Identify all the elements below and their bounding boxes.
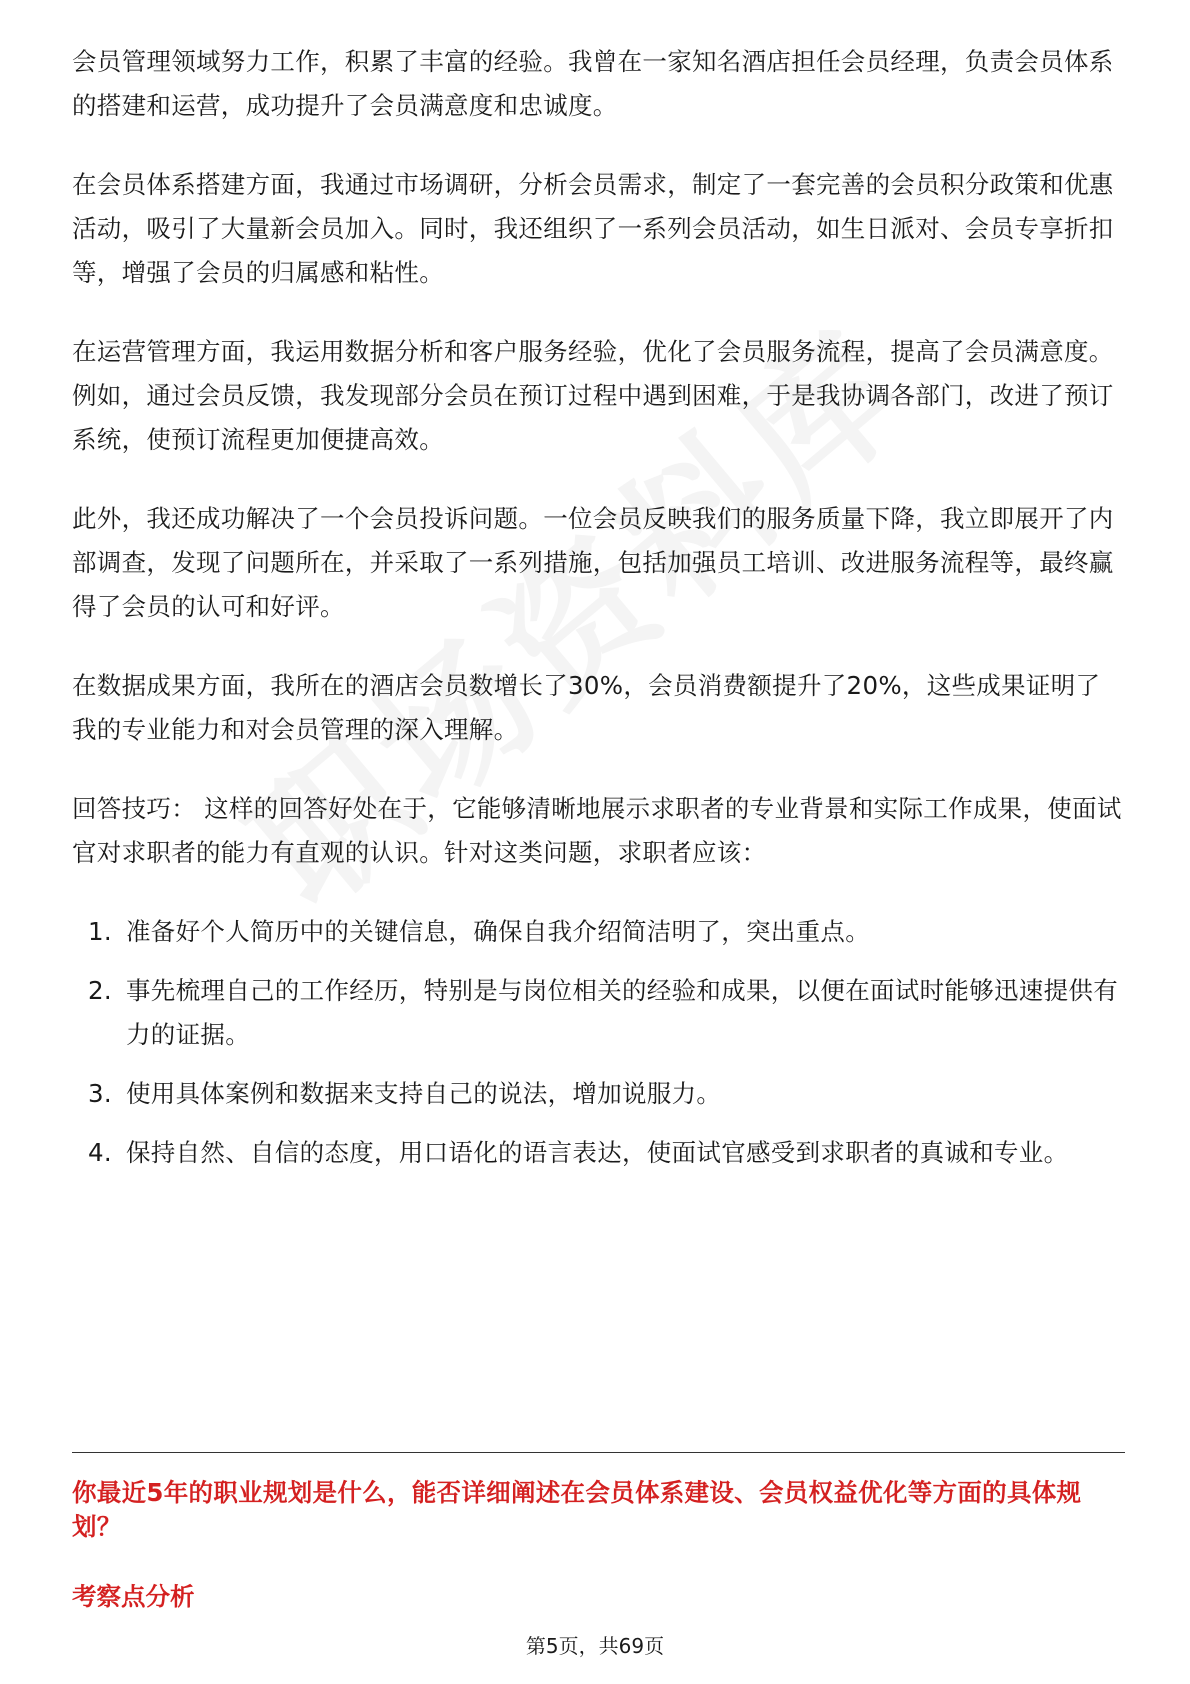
list-number: 2. — [88, 976, 112, 1005]
list-item — [72, 910, 1122, 954]
page-number: 第5页，共69页 — [525, 1634, 665, 1658]
list-text: 使用具体案例和数据来支持自己的说法，增加说服力。 — [126, 1079, 722, 1108]
analysis-heading: 考察点分析 — [72, 1582, 195, 1611]
list-item — [72, 969, 1122, 1057]
list-number: 3. — [88, 1079, 112, 1108]
section-divider — [72, 1452, 1125, 1453]
paragraph-complaint: 此外，我还成功解决了一个会员投诉问题。一位会员反映我们的服务质量下降，我立即展开了内部调查，发现了问题所在，并采取了一系列措施，包括加强员工培训、改进服务流程等，最终赢得了会员的认可和好评。 — [72, 504, 1114, 621]
list-text: 事先梳理自己的工作经历，特别是与岗位相关的经验和成果，以便在面试时能够迅速提供有力的证据。 — [126, 976, 1118, 1049]
list-number: 1. — [88, 917, 112, 946]
paragraph-intro: 会员管理领域努力工作，积累了丰富的经验。我曾在一家知名酒店担任会员经理，负责会员体系的搭建和运营，成功提升了会员满意度和忠诚度。 — [72, 47, 1114, 120]
list-text: 准备好个人简历中的关键信息，确保自我介绍简洁明了，突出重点。 — [126, 917, 870, 946]
list-number: 4. — [88, 1138, 112, 1167]
list-item — [72, 1072, 1122, 1116]
tips-list — [72, 910, 1122, 1175]
paragraph-answer-tips: 回答技巧： 这样的回答好处在于，它能够清晰地展示求职者的专业背景和实际工作成果，使面试官对求职者的能力有直观的认识。针对这类问题，求职者应该： — [72, 794, 1122, 867]
paragraph-operations: 在运营管理方面，我运用数据分析和客户服务经验，优化了会员服务流程，提高了会员满意度。例如，通过会员反馈，我发现部分会员在预订过程中遇到困难，于是我协调各部门，改进了预订系统，使预订流程更加便捷高效。 — [72, 337, 1114, 454]
list-text: 保持自然、自信的态度，用口语化的语言表达，使面试官感受到求职者的真诚和专业。 — [126, 1138, 1069, 1167]
paragraph-system-building: 在会员体系搭建方面，我通过市场调研，分析会员需求，制定了一套完善的会员积分政策和优惠活动，吸引了大量新会员加入。同时，我还组织了一系列会员活动，如生日派对、会员专享折扣等，增强了会员的归属感和粘性。 — [72, 170, 1114, 287]
question-heading: 你最近5年的职业规划是什么，能否详细阐述在会员体系建设、会员权益优化等方面的具体规划？ — [72, 1478, 1082, 1541]
list-item — [72, 1131, 1122, 1175]
page-content — [72, 40, 1122, 1190]
paragraph-results: 在数据成果方面，我所在的酒店会员数增长了30%，会员消费额提升了20%，这些成果证明了我的专业能力和对会员管理的深入理解。 — [72, 671, 1101, 744]
